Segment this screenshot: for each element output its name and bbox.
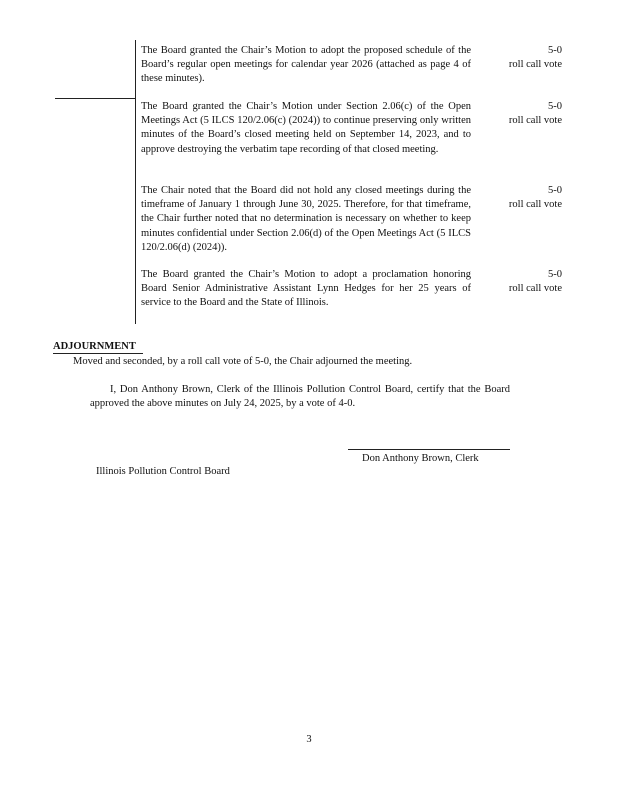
vote-count: 5-0 [548,101,562,112]
vote-type: roll call vote [508,115,562,127]
adjournment-text: Moved and seconded, by a roll call vote of 5-0, the Chair adjourned the meeting. [73,356,413,367]
motion-text-2: The Board granted the Chair’s Motion under Section 2.06(c) of the Open Meetings Act (5 ILCS 120/2.06(c) (2024)) to continue preserving only written minutes of the Board’s closed meeting held on September 14, 2023, and to approve destroying the verbatim tape recording of that closed meeting. [141,101,471,155]
vote-count: 5-0 [548,185,562,196]
vote-count: 5-0 [548,45,562,56]
motion-text-4: The Board granted the Chair’s Motion to adopt a proclamation honoring Board Senior Administrative Assistant Lynn Hedges for her 25 years of service to the Board and the State of Illinois. [141,269,471,309]
certification-text: I, Don Anthony Brown, Clerk of the Illinois Pollution Control Board, certify that the Board approved the above minutes on July 24, 2025, by a vote of 4-0. [90,384,510,410]
vote-count: 5-0 [548,269,562,280]
vote-type: roll call vote [508,59,562,71]
signature-line [348,449,510,450]
motion-vote-3 [500,184,562,212]
table-vertical-rule [135,40,136,324]
adjournment-heading: ADJOURNMENT [53,341,136,352]
motion-text-1: The Board granted the Chair’s Motion to adopt the proposed schedule of the Board’s regular open meetings for calendar year 2026 (attached as page 4 of these minutes). [141,45,471,85]
page-number: 3 [306,734,312,745]
table-horizontal-rule [55,98,135,99]
signature-organization: Illinois Pollution Control Board [96,466,230,477]
signature-name: Don Anthony Brown, Clerk [362,453,479,464]
motion-vote-4 [500,268,562,296]
motion-vote-1 [500,44,562,72]
vote-type: roll call vote [508,199,562,211]
adjournment-heading-underline [53,353,143,354]
motion-text-3: The Chair noted that the Board did not hold any closed meetings during the timeframe of January 1 through June 30, 2025. Therefore, for that timeframe, the Chair further noted that no determination is necessary on whether to keep minutes confidential under Section 2.06(d) of the Open Meetings Act (5 ILCS 120/2.06(d) (2024)). [141,185,471,253]
motion-vote-2 [500,100,562,128]
vote-type: roll call vote [508,283,562,295]
